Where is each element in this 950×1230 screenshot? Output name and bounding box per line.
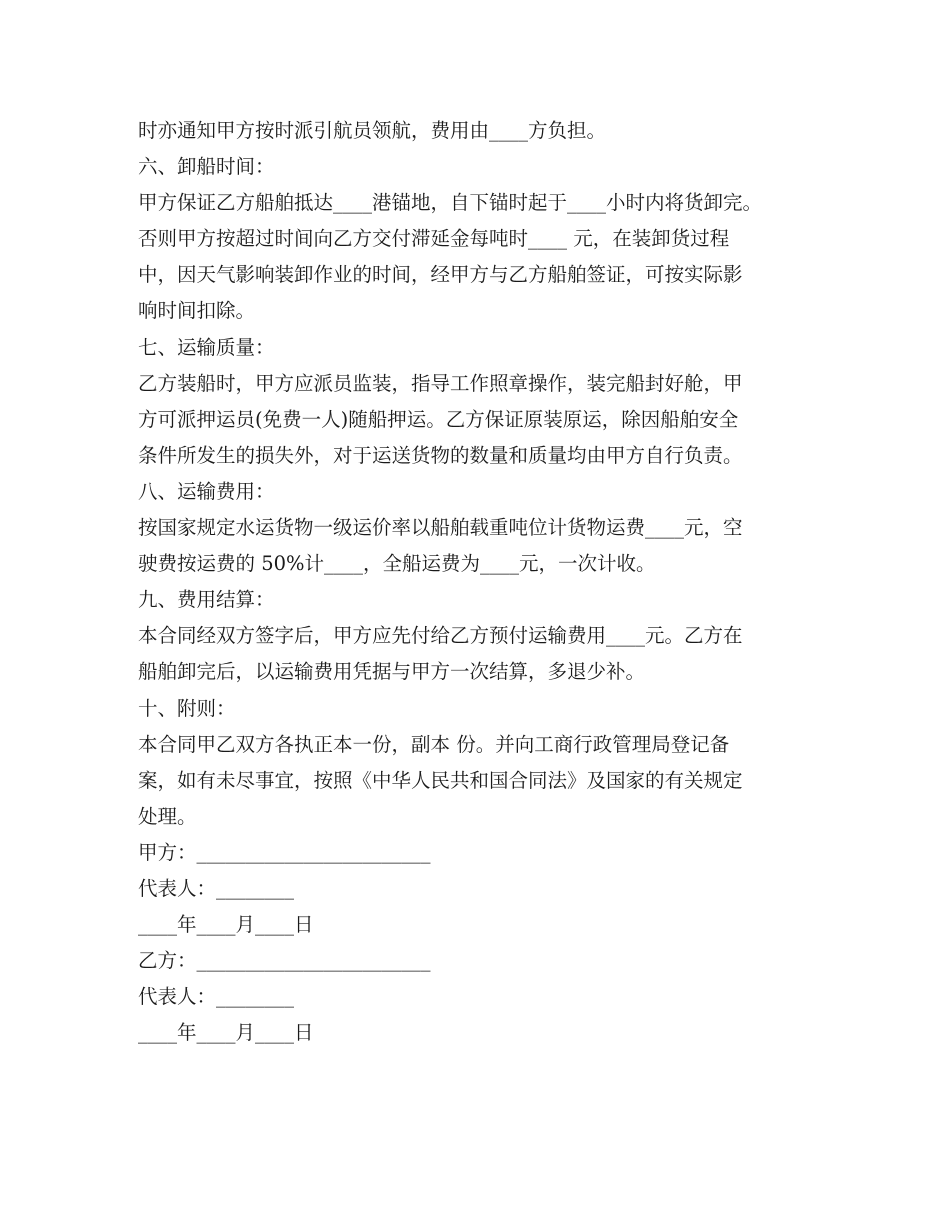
text-line: 响时间扣除。 — [138, 299, 256, 323]
party-a-signature-line: 甲方：________________________ — [138, 840, 431, 864]
text-line: 时亦通知甲方按时派引航员领航，费用由____方负担。 — [138, 119, 607, 142]
text-line: 按国家规定水运货物一级运价率以船舶载重吨位计货物运费____元，空 — [138, 516, 743, 540]
text-line: 处理。 — [138, 804, 197, 828]
section-heading-unloading-time: 六、卸船时间： — [138, 155, 275, 179]
text-line: 否则甲方按超过时间向乙方交付滞延金每吨时____ 元，在装卸货过程 — [138, 227, 730, 251]
section-heading-settlement: 九、费用结算： — [138, 588, 275, 612]
text-line: 本合同经双方签字后，甲方应先付给乙方预付运输费用____元。乙方在 — [138, 624, 743, 648]
text-line: 本合同甲乙双方各执正本一份，副本 份。并向工商行政管理局登记备 — [138, 732, 730, 756]
text-line: 船舶卸完后，以运输费用凭据与甲方一次结算，多退少补。 — [138, 660, 646, 684]
party-b-representative-line: 代表人：________ — [138, 985, 295, 1009]
text-line: 乙方装船时，甲方应派员监装，指导工作照章操作，装完船封好舱，甲 — [138, 371, 743, 395]
party-a-representative-line: 代表人：________ — [138, 876, 295, 900]
party-b-signature-line: 乙方：________________________ — [138, 949, 431, 973]
contract-page — [138, 113, 828, 1051]
text-line: 中，因天气影响装卸作业的时间，经甲方与乙方船舶签证，可按实际影 — [138, 263, 743, 287]
text-line: 案，如有未尽事宜，按照《中华人民共和国合同法》及国家的有关规定 — [138, 768, 743, 792]
text-line: 方可派押运员(免费一人)随船押运。乙方保证原装原运，除因船舶安全 — [138, 407, 739, 431]
text-line: 甲方保证乙方船舶抵达____港锚地，自下锚时起于____小时内将货卸完。 — [138, 191, 763, 215]
text-line: 条件所发生的损失外，对于运送货物的数量和质量均由甲方自行负责。 — [138, 443, 743, 467]
text-line: 驶费按运费的 50%计____，全船运费为____元，一次计收。 — [138, 552, 656, 576]
party-b-date-line: ____年____月____日 — [138, 1021, 314, 1045]
section-heading-transport-cost: 八、运输费用： — [138, 479, 275, 503]
section-heading-supplementary: 十、附则： — [138, 696, 236, 720]
party-a-date-line: ____年____月____日 — [138, 913, 314, 937]
section-heading-transport-quality: 七、运输质量： — [138, 335, 275, 359]
